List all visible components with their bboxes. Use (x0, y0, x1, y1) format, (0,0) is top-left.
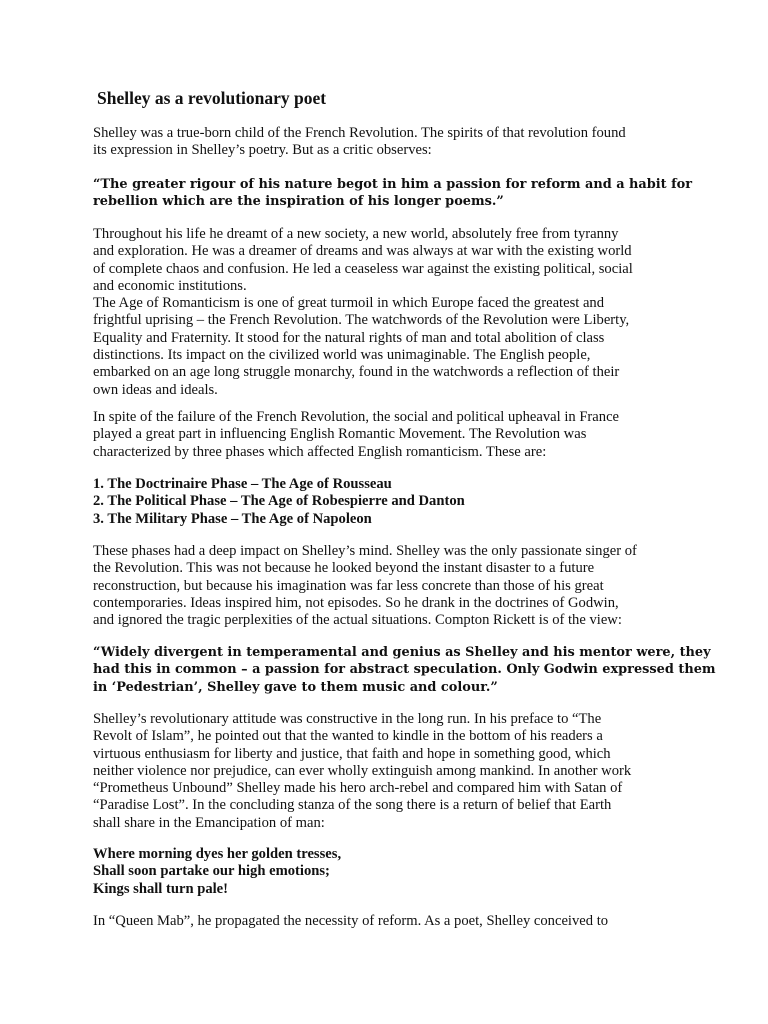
page-title: Shelley as a revolutionary poet (97, 88, 327, 108)
paragraph-line: characterized by three phases which affected English romanticism. These are: (93, 443, 547, 460)
paragraph-line: “Prometheus Unbound” Shelley made his hero arch-rebel and compared him with Satan of (93, 780, 623, 797)
phase-item: 1. The Doctrinaire Phase – The Age of Rousseau (93, 476, 392, 492)
quote-line: “Widely divergent in temperamental and genius as Shelley and his mentor were, they (93, 645, 711, 660)
phases-list (93, 476, 465, 528)
verse-line: Kings shall turn pale! (93, 880, 229, 897)
paragraph-line: Throughout his life he dreamt of a new society, a new world, absolutely free from tyranny (93, 226, 619, 242)
paragraph-line: and exploration. He was a dreamer of dreams and was always at war with the existing world (93, 243, 632, 260)
quote-line: in ‘Pedestrian’, Shelley gave to them music and colour.” (93, 679, 498, 695)
phase-item: 2. The Political Phase – The Age of Robespierre and Danton (93, 493, 465, 510)
paragraph-line: Shelley’s revolutionary attitude was constructive in the long run. In his preface to “The (93, 711, 602, 727)
paragraph-line: the Revolution. This was not because he looked beyond the instant disaster to a future (93, 560, 595, 577)
paragraph-line: and economic institutions. (93, 277, 247, 294)
paragraph-line: “Paradise Lost”. In the concluding stanza of the song there is a return of belief that Earth (93, 797, 612, 814)
quote-line: had this in common – a passion for abstract speculation. Only Godwin expressed them (93, 662, 716, 678)
paragraph-line: In “Queen Mab”, he propagated the necessity of reform. As a poet, Shelley conceived to (93, 913, 609, 929)
intro-line: its expression in Shelley’s poetry. But as a critic observes: (93, 142, 432, 159)
phase-item: 3. The Military Phase – The Age of Napoleon (93, 510, 372, 527)
quote-line: “The greater rigour of his nature begot in him a passion for reform and a habit for (93, 177, 693, 192)
verse-line: Where morning dyes her golden tresses, (93, 846, 342, 862)
quote-block-1 (93, 176, 692, 211)
paragraph-society (93, 226, 633, 399)
intro-paragraph (93, 125, 626, 160)
paragraph-line: played a great part in influencing English Romantic Movement. The Revolution was (93, 426, 587, 443)
quote-line: rebellion which are the inspiration of his longer poems.” (93, 194, 504, 210)
paragraph-line: virtuous enthusiasm for liberty and justice, that faith and hope in something good, which (93, 745, 611, 762)
paragraph-revolution-failure (93, 409, 619, 461)
paragraph-phases-impact (93, 543, 637, 629)
paragraph-line: distinctions. Its impact on the civilized world was unimaginable. The English people, (93, 347, 591, 364)
paragraph-line: Equality and Fraternity. It stood for the natural rights of man and total abolition of class (93, 329, 605, 346)
intro-line: Shelley was a true-born child of the French Revolution. The spirits of that revolution found (93, 125, 626, 141)
paragraph-line: contemporaries. Ideas inspired him, not episodes. So he drank in the doctrines of Godwin, (93, 594, 619, 611)
paragraph-line: In spite of the failure of the French Revolution, the social and political upheaval in France (93, 409, 620, 425)
paragraph-line: own ideas and ideals. (93, 381, 218, 398)
paragraph-line: Revolt of Islam”, he pointed out that the wanted to kindle in the bottom of his readers a (93, 728, 603, 745)
paragraph-revolutionary-attitude (93, 711, 631, 832)
paragraph-line: frightful uprising – the French Revolution. The watchwords of the Revolution were Liberty, (93, 312, 630, 329)
paragraph-line: embarked on an age long struggle monarchy, found in the watchwords a reflection of their (93, 364, 620, 381)
paragraph-line: and ignored the tragic perplexities of the actual situations. Compton Rickett is of the view: (93, 612, 622, 629)
paragraph-line: neither violence nor prejudice, can ever wholly extinguish among mankind. In another work (93, 762, 632, 779)
verse-block (93, 846, 341, 898)
paragraph-queen-mab (93, 913, 608, 930)
quote-block-2 (93, 644, 716, 696)
paragraph-line: The Age of Romanticism is one of great turmoil in which Europe faced the greatest and (93, 295, 605, 312)
verse-line: Shall soon partake our high emotions; (93, 863, 330, 880)
paragraph-line: shall share in the Emancipation of man: (93, 814, 325, 831)
paragraph-line: reconstruction, but because his imagination was far less concrete than those of his great (93, 577, 604, 594)
paragraph-line: These phases had a deep impact on Shelley’s mind. Shelley was the only passionate singer of (93, 543, 637, 559)
paragraph-line: of complete chaos and confusion. He led a ceaseless war against the existing political, social (93, 260, 633, 277)
